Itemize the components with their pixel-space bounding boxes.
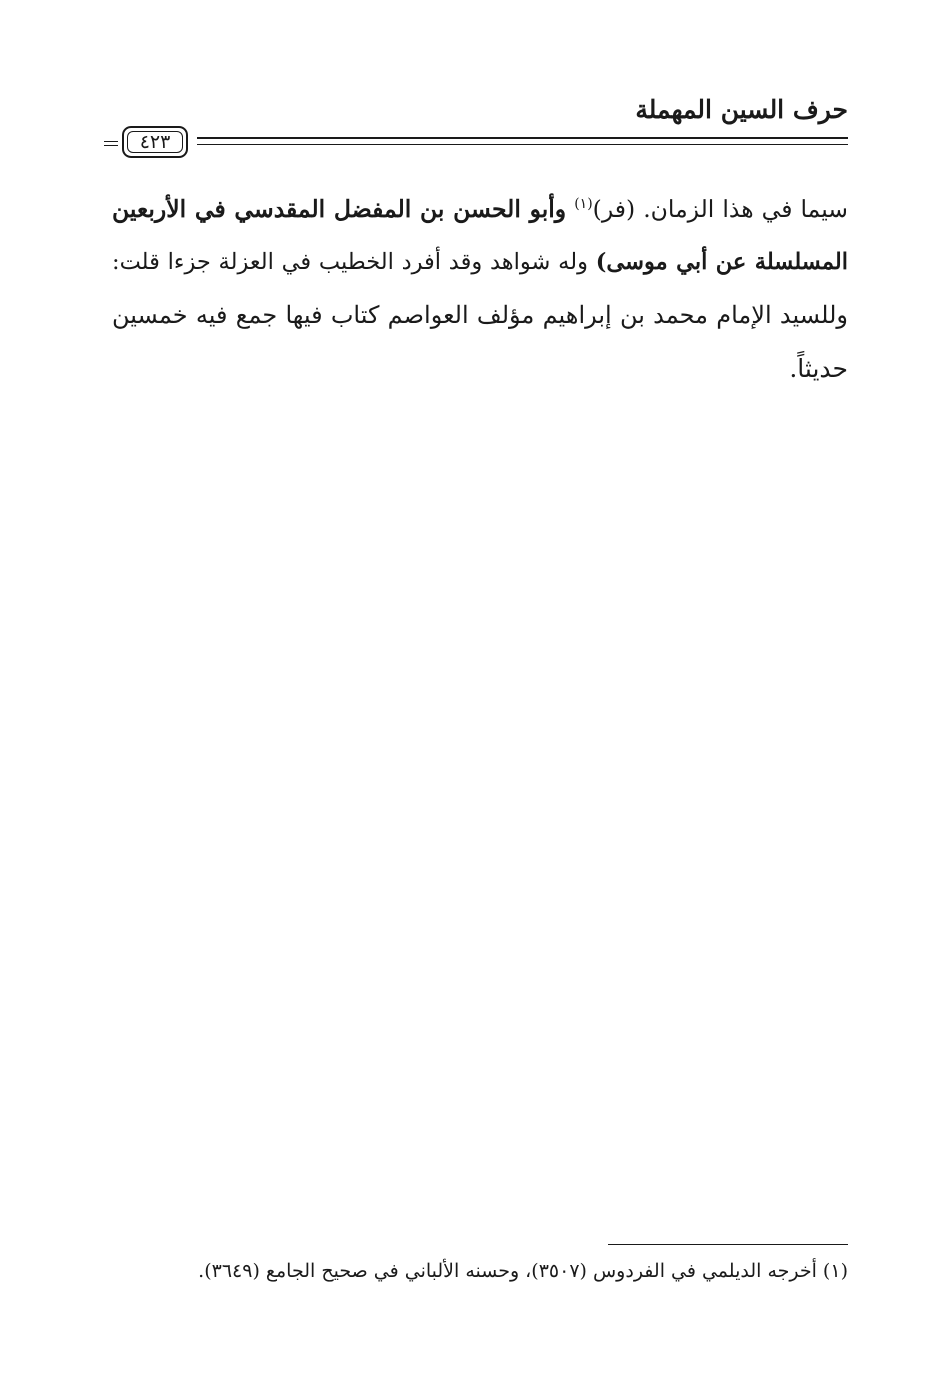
text-line-2-bold: المسلسلة عن أبي موسى) — [595, 249, 848, 275]
text-line-3: وللسيد الإمام محمد بن إبراهيم مؤلف العواصم كتاب فيها جمع فيه خمسين — [112, 301, 848, 329]
header-rule-thin — [197, 144, 848, 145]
text-line-4: حديثاً. — [789, 354, 848, 383]
text-line-2 — [112, 236, 848, 289]
footnote-separator — [608, 1244, 848, 1245]
page-number: ٤٢٣ — [139, 131, 171, 153]
footnote-1: (١) أخرجه الديلمي في الفردوس (٣٥٠٧)، وحسنه الألباني في صحيح الجامع (٣٦٤٩). — [198, 1260, 848, 1282]
page-number-dash — [104, 141, 118, 146]
header-rule-thick — [197, 137, 848, 139]
text-line-2-plain: وله شواهد وقد أفرد الخطيب في العزلة جزءا قلت: — [112, 249, 588, 275]
running-title: حرف السين المهملة — [635, 95, 848, 124]
main-text — [112, 183, 848, 395]
text-line-1-plain: سيما في هذا الزمان. (فر) — [592, 195, 848, 223]
footnote-reference: (١) — [574, 196, 593, 213]
page-number-box — [122, 126, 188, 158]
text-line-1-bold: وأبو الحسن بن المفضل المقدسي في الأربعين — [112, 195, 567, 223]
text-line-1 — [112, 183, 848, 236]
